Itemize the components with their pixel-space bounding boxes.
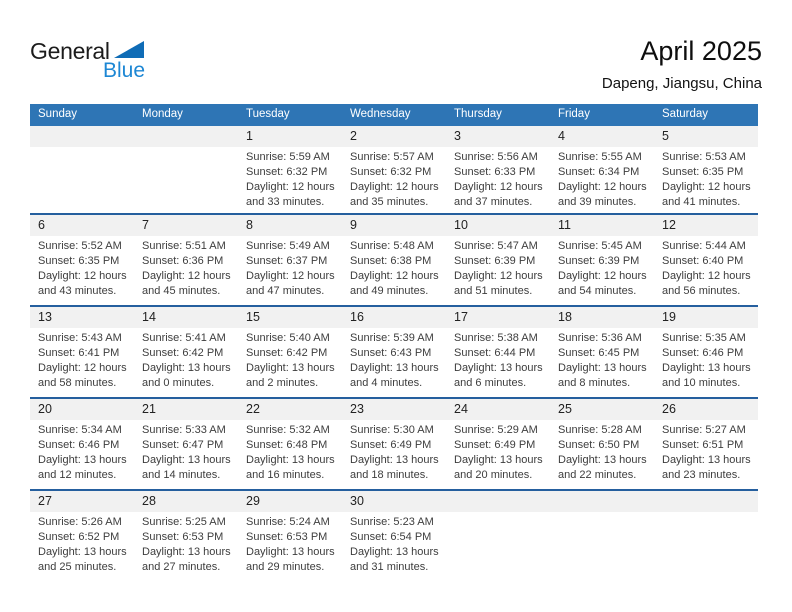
daylight-hours-text: Daylight: 13 hours bbox=[662, 454, 751, 466]
sunset-text: Sunset: 6:39 PM bbox=[558, 255, 640, 267]
calendar-day-cell bbox=[654, 399, 758, 489]
page-subtitle: Dapeng, Jiangsu, China bbox=[601, 75, 762, 92]
sunrise-text: Sunrise: 5:30 AM bbox=[350, 424, 434, 436]
daylight-hours-text: Daylight: 13 hours bbox=[246, 454, 335, 466]
daylight-hours-text: Daylight: 12 hours bbox=[454, 181, 543, 193]
day-number: 25 bbox=[550, 399, 654, 420]
day-details bbox=[134, 512, 238, 575]
sunrise-text: Sunrise: 5:29 AM bbox=[454, 424, 538, 436]
day-number: 4 bbox=[550, 126, 654, 147]
daylight-hours-text: Daylight: 13 hours bbox=[558, 362, 647, 374]
day-details bbox=[446, 236, 550, 299]
day-details bbox=[654, 147, 758, 210]
weekday-header-row bbox=[30, 104, 758, 126]
day-number bbox=[134, 126, 238, 147]
weekday-header-cell: Thursday bbox=[454, 108, 502, 120]
sunrise-text: Sunrise: 5:40 AM bbox=[246, 332, 330, 344]
weekday-header-cell: Monday bbox=[142, 108, 183, 120]
sunset-text: Sunset: 6:52 PM bbox=[38, 531, 120, 543]
day-number: 18 bbox=[550, 307, 654, 328]
sunrise-text: Sunrise: 5:26 AM bbox=[38, 516, 122, 528]
day-number: 10 bbox=[446, 215, 550, 236]
daylight-hours-text: Daylight: 13 hours bbox=[246, 546, 335, 558]
day-number: 12 bbox=[654, 215, 758, 236]
sunrise-text: Sunrise: 5:52 AM bbox=[38, 240, 122, 252]
sunrise-text: Sunrise: 5:33 AM bbox=[142, 424, 226, 436]
calendar-empty-cell bbox=[654, 491, 758, 581]
calendar-day-cell bbox=[134, 215, 238, 305]
daylight-hours-text: Daylight: 13 hours bbox=[350, 362, 439, 374]
calendar-day-cell bbox=[342, 491, 446, 581]
sunset-text: Sunset: 6:45 PM bbox=[558, 347, 640, 359]
daylight-minutes-text: and 10 minutes. bbox=[662, 377, 741, 389]
calendar-day-cell bbox=[238, 399, 342, 489]
calendar-day-cell bbox=[238, 215, 342, 305]
calendar-day-cell bbox=[134, 491, 238, 581]
day-details bbox=[654, 512, 758, 515]
title-block bbox=[602, 36, 762, 92]
calendar-day-cell bbox=[550, 307, 654, 397]
daylight-hours-text: Daylight: 12 hours bbox=[246, 181, 335, 193]
day-details bbox=[134, 147, 238, 150]
day-number: 14 bbox=[134, 307, 238, 328]
day-number: 17 bbox=[446, 307, 550, 328]
daylight-minutes-text: and 2 minutes. bbox=[246, 377, 319, 389]
sunrise-text: Sunrise: 5:45 AM bbox=[558, 240, 642, 252]
sunset-text: Sunset: 6:47 PM bbox=[142, 439, 224, 451]
daylight-minutes-text: and 22 minutes. bbox=[558, 469, 637, 481]
calendar-day-cell bbox=[30, 215, 134, 305]
daylight-minutes-text: and 47 minutes. bbox=[246, 285, 325, 297]
sunset-text: Sunset: 6:32 PM bbox=[246, 166, 328, 178]
day-details bbox=[238, 328, 342, 391]
sunset-text: Sunset: 6:40 PM bbox=[662, 255, 744, 267]
calendar-day-cell bbox=[550, 399, 654, 489]
daylight-hours-text: Daylight: 13 hours bbox=[142, 546, 231, 558]
day-details bbox=[238, 147, 342, 210]
day-number: 26 bbox=[654, 399, 758, 420]
day-number: 24 bbox=[446, 399, 550, 420]
daylight-minutes-text: and 16 minutes. bbox=[246, 469, 325, 481]
sunrise-text: Sunrise: 5:34 AM bbox=[38, 424, 122, 436]
sunrise-text: Sunrise: 5:55 AM bbox=[558, 151, 642, 163]
sunset-text: Sunset: 6:37 PM bbox=[246, 255, 328, 267]
day-details bbox=[550, 420, 654, 483]
daylight-hours-text: Daylight: 12 hours bbox=[38, 362, 127, 374]
sunset-text: Sunset: 6:38 PM bbox=[350, 255, 432, 267]
day-details bbox=[654, 420, 758, 483]
day-number: 21 bbox=[134, 399, 238, 420]
calendar-day-cell bbox=[550, 126, 654, 213]
sunrise-text: Sunrise: 5:44 AM bbox=[662, 240, 746, 252]
sunrise-text: Sunrise: 5:39 AM bbox=[350, 332, 434, 344]
calendar-day-cell bbox=[30, 307, 134, 397]
sunset-text: Sunset: 6:50 PM bbox=[558, 439, 640, 451]
sunset-text: Sunset: 6:49 PM bbox=[350, 439, 432, 451]
weekday-header-cell: Friday bbox=[558, 108, 590, 120]
day-details bbox=[342, 420, 446, 483]
sunset-text: Sunset: 6:32 PM bbox=[350, 166, 432, 178]
day-number: 11 bbox=[550, 215, 654, 236]
calendar-day-cell bbox=[654, 307, 758, 397]
calendar-day-cell bbox=[654, 126, 758, 213]
day-details bbox=[342, 328, 446, 391]
day-details bbox=[550, 328, 654, 391]
page-title: April 2025 bbox=[640, 36, 762, 66]
sunrise-text: Sunrise: 5:38 AM bbox=[454, 332, 538, 344]
daylight-minutes-text: and 45 minutes. bbox=[142, 285, 221, 297]
daylight-hours-text: Daylight: 12 hours bbox=[142, 270, 231, 282]
sunrise-text: Sunrise: 5:49 AM bbox=[246, 240, 330, 252]
daylight-minutes-text: and 4 minutes. bbox=[350, 377, 423, 389]
sunrise-text: Sunrise: 5:51 AM bbox=[142, 240, 226, 252]
calendar-empty-cell bbox=[446, 491, 550, 581]
daylight-minutes-text: and 0 minutes. bbox=[142, 377, 215, 389]
sunrise-text: Sunrise: 5:24 AM bbox=[246, 516, 330, 528]
day-details bbox=[342, 147, 446, 210]
sunrise-text: Sunrise: 5:48 AM bbox=[350, 240, 434, 252]
logo-text-blue: Blue bbox=[103, 59, 146, 82]
day-number: 5 bbox=[654, 126, 758, 147]
day-number: 13 bbox=[30, 307, 134, 328]
weekday-header-cell: Wednesday bbox=[350, 108, 411, 120]
sunset-text: Sunset: 6:53 PM bbox=[142, 531, 224, 543]
calendar-day-cell bbox=[238, 491, 342, 581]
day-details bbox=[550, 512, 654, 515]
daylight-minutes-text: and 43 minutes. bbox=[38, 285, 117, 297]
logo-text-general: General bbox=[30, 38, 110, 64]
day-details bbox=[30, 147, 134, 150]
day-number: 30 bbox=[342, 491, 446, 512]
day-details bbox=[238, 236, 342, 299]
calendar-week-row bbox=[30, 213, 758, 305]
day-details bbox=[238, 420, 342, 483]
sunrise-text: Sunrise: 5:53 AM bbox=[662, 151, 746, 163]
calendar-week-row bbox=[30, 397, 758, 489]
sunrise-text: Sunrise: 5:25 AM bbox=[142, 516, 226, 528]
sunset-text: Sunset: 6:46 PM bbox=[662, 347, 744, 359]
sunrise-text: Sunrise: 5:27 AM bbox=[662, 424, 746, 436]
sunset-text: Sunset: 6:49 PM bbox=[454, 439, 536, 451]
day-number: 27 bbox=[30, 491, 134, 512]
calendar-day-cell bbox=[30, 399, 134, 489]
daylight-minutes-text: and 39 minutes. bbox=[558, 196, 637, 208]
sunset-text: Sunset: 6:53 PM bbox=[246, 531, 328, 543]
daylight-hours-text: Daylight: 13 hours bbox=[454, 454, 543, 466]
daylight-minutes-text: and 6 minutes. bbox=[454, 377, 527, 389]
daylight-hours-text: Daylight: 13 hours bbox=[142, 454, 231, 466]
day-number: 23 bbox=[342, 399, 446, 420]
daylight-hours-text: Daylight: 12 hours bbox=[246, 270, 335, 282]
daylight-hours-text: Daylight: 12 hours bbox=[558, 270, 647, 282]
daylight-hours-text: Daylight: 12 hours bbox=[558, 181, 647, 193]
daylight-minutes-text: and 41 minutes. bbox=[662, 196, 741, 208]
calendar-empty-cell bbox=[30, 126, 134, 213]
daylight-hours-text: Daylight: 13 hours bbox=[38, 454, 127, 466]
sunset-text: Sunset: 6:54 PM bbox=[350, 531, 432, 543]
sunset-text: Sunset: 6:44 PM bbox=[454, 347, 536, 359]
calendar-day-cell bbox=[238, 126, 342, 213]
sunset-text: Sunset: 6:35 PM bbox=[662, 166, 744, 178]
daylight-hours-text: Daylight: 12 hours bbox=[662, 270, 751, 282]
calendar-day-cell bbox=[550, 215, 654, 305]
sunset-text: Sunset: 6:33 PM bbox=[454, 166, 536, 178]
day-number bbox=[30, 126, 134, 147]
calendar-week-row bbox=[30, 305, 758, 397]
calendar-day-cell bbox=[342, 126, 446, 213]
calendar-day-cell bbox=[30, 491, 134, 581]
sunrise-text: Sunrise: 5:35 AM bbox=[662, 332, 746, 344]
day-number: 2 bbox=[342, 126, 446, 147]
sunrise-text: Sunrise: 5:59 AM bbox=[246, 151, 330, 163]
day-number: 9 bbox=[342, 215, 446, 236]
calendar-week-row bbox=[30, 126, 758, 213]
day-number bbox=[550, 491, 654, 512]
sunset-text: Sunset: 6:48 PM bbox=[246, 439, 328, 451]
sunrise-text: Sunrise: 5:47 AM bbox=[454, 240, 538, 252]
daylight-minutes-text: and 33 minutes. bbox=[246, 196, 325, 208]
day-details bbox=[550, 236, 654, 299]
daylight-minutes-text: and 56 minutes. bbox=[662, 285, 741, 297]
daylight-minutes-text: and 8 minutes. bbox=[558, 377, 631, 389]
daylight-minutes-text: and 29 minutes. bbox=[246, 561, 325, 573]
calendar-day-cell bbox=[446, 307, 550, 397]
daylight-minutes-text: and 18 minutes. bbox=[350, 469, 429, 481]
sunrise-text: Sunrise: 5:23 AM bbox=[350, 516, 434, 528]
daylight-minutes-text: and 51 minutes. bbox=[454, 285, 533, 297]
day-details bbox=[550, 147, 654, 210]
day-details bbox=[446, 512, 550, 515]
day-details bbox=[654, 328, 758, 391]
day-number: 28 bbox=[134, 491, 238, 512]
day-details bbox=[134, 420, 238, 483]
day-number: 29 bbox=[238, 491, 342, 512]
day-details bbox=[446, 147, 550, 210]
day-number: 3 bbox=[446, 126, 550, 147]
daylight-hours-text: Daylight: 12 hours bbox=[350, 181, 439, 193]
day-details bbox=[134, 328, 238, 391]
calendar-day-cell bbox=[134, 399, 238, 489]
day-details bbox=[654, 236, 758, 299]
daylight-minutes-text: and 25 minutes. bbox=[38, 561, 117, 573]
daylight-minutes-text: and 54 minutes. bbox=[558, 285, 637, 297]
sunset-text: Sunset: 6:51 PM bbox=[662, 439, 744, 451]
calendar-day-cell bbox=[446, 126, 550, 213]
daylight-minutes-text: and 14 minutes. bbox=[142, 469, 221, 481]
sunset-text: Sunset: 6:35 PM bbox=[38, 255, 120, 267]
sunrise-text: Sunrise: 5:41 AM bbox=[142, 332, 226, 344]
day-details bbox=[134, 236, 238, 299]
calendar-empty-cell bbox=[134, 126, 238, 213]
sunrise-text: Sunrise: 5:56 AM bbox=[454, 151, 538, 163]
day-details bbox=[30, 512, 134, 575]
daylight-hours-text: Daylight: 12 hours bbox=[38, 270, 127, 282]
sunrise-text: Sunrise: 5:28 AM bbox=[558, 424, 642, 436]
daylight-hours-text: Daylight: 12 hours bbox=[454, 270, 543, 282]
sunset-text: Sunset: 6:41 PM bbox=[38, 347, 120, 359]
calendar-day-cell bbox=[654, 215, 758, 305]
daylight-hours-text: Daylight: 13 hours bbox=[142, 362, 231, 374]
day-number: 8 bbox=[238, 215, 342, 236]
daylight-hours-text: Daylight: 12 hours bbox=[662, 181, 751, 193]
day-number bbox=[446, 491, 550, 512]
general-blue-logo bbox=[30, 38, 160, 83]
daylight-minutes-text: and 12 minutes. bbox=[38, 469, 117, 481]
day-number bbox=[654, 491, 758, 512]
daylight-hours-text: Daylight: 13 hours bbox=[454, 362, 543, 374]
day-number: 16 bbox=[342, 307, 446, 328]
calendar-day-cell bbox=[342, 215, 446, 305]
daylight-hours-text: Daylight: 13 hours bbox=[350, 546, 439, 558]
daylight-minutes-text: and 23 minutes. bbox=[662, 469, 741, 481]
daylight-hours-text: Daylight: 12 hours bbox=[350, 270, 439, 282]
day-details bbox=[30, 236, 134, 299]
daylight-minutes-text: and 37 minutes. bbox=[454, 196, 533, 208]
sunrise-text: Sunrise: 5:36 AM bbox=[558, 332, 642, 344]
calendar bbox=[30, 104, 758, 581]
calendar-day-cell bbox=[342, 307, 446, 397]
sunrise-text: Sunrise: 5:32 AM bbox=[246, 424, 330, 436]
calendar-grid bbox=[30, 126, 758, 581]
daylight-hours-text: Daylight: 13 hours bbox=[558, 454, 647, 466]
sunset-text: Sunset: 6:36 PM bbox=[142, 255, 224, 267]
sunset-text: Sunset: 6:39 PM bbox=[454, 255, 536, 267]
day-number: 7 bbox=[134, 215, 238, 236]
daylight-minutes-text: and 35 minutes. bbox=[350, 196, 429, 208]
sunrise-text: Sunrise: 5:43 AM bbox=[38, 332, 122, 344]
day-details bbox=[446, 420, 550, 483]
calendar-day-cell bbox=[238, 307, 342, 397]
weekday-header-cell: Saturday bbox=[662, 108, 709, 120]
sunset-text: Sunset: 6:46 PM bbox=[38, 439, 120, 451]
day-number: 20 bbox=[30, 399, 134, 420]
day-number: 6 bbox=[30, 215, 134, 236]
calendar-day-cell bbox=[342, 399, 446, 489]
day-number: 19 bbox=[654, 307, 758, 328]
day-details bbox=[342, 236, 446, 299]
sunset-text: Sunset: 6:43 PM bbox=[350, 347, 432, 359]
daylight-minutes-text: and 20 minutes. bbox=[454, 469, 533, 481]
day-details bbox=[238, 512, 342, 575]
daylight-minutes-text: and 27 minutes. bbox=[142, 561, 221, 573]
day-details bbox=[30, 420, 134, 483]
day-number: 22 bbox=[238, 399, 342, 420]
day-number: 15 bbox=[238, 307, 342, 328]
calendar-day-cell bbox=[446, 399, 550, 489]
weekday-header-cell: Tuesday bbox=[246, 108, 290, 120]
sunset-text: Sunset: 6:42 PM bbox=[246, 347, 328, 359]
daylight-hours-text: Daylight: 13 hours bbox=[662, 362, 751, 374]
day-number: 1 bbox=[238, 126, 342, 147]
daylight-minutes-text: and 49 minutes. bbox=[350, 285, 429, 297]
sunset-text: Sunset: 6:34 PM bbox=[558, 166, 640, 178]
weekday-header-cell: Sunday bbox=[38, 108, 78, 120]
day-details bbox=[446, 328, 550, 391]
daylight-hours-text: Daylight: 13 hours bbox=[246, 362, 335, 374]
daylight-hours-text: Daylight: 13 hours bbox=[38, 546, 127, 558]
day-details bbox=[342, 512, 446, 575]
day-details bbox=[30, 328, 134, 391]
daylight-minutes-text: and 58 minutes. bbox=[38, 377, 117, 389]
calendar-week-row bbox=[30, 489, 758, 581]
calendar-day-cell bbox=[134, 307, 238, 397]
calendar-empty-cell bbox=[550, 491, 654, 581]
daylight-hours-text: Daylight: 13 hours bbox=[350, 454, 439, 466]
daylight-minutes-text: and 31 minutes. bbox=[350, 561, 429, 573]
sunrise-text: Sunrise: 5:57 AM bbox=[350, 151, 434, 163]
sunset-text: Sunset: 6:42 PM bbox=[142, 347, 224, 359]
calendar-day-cell bbox=[446, 215, 550, 305]
